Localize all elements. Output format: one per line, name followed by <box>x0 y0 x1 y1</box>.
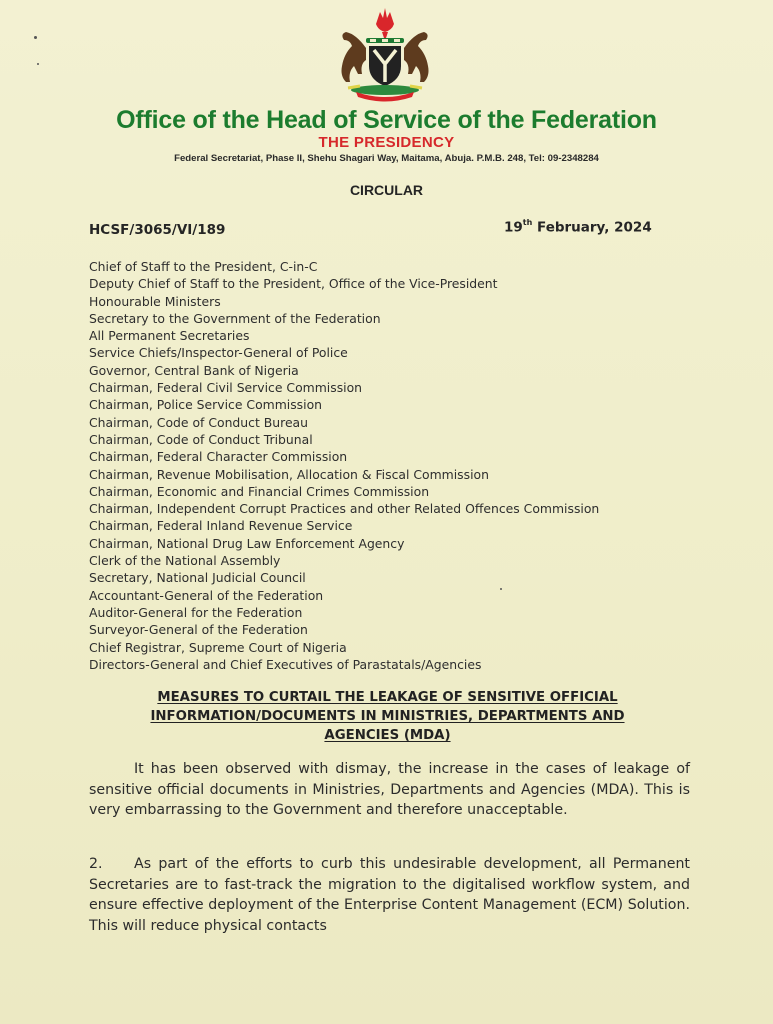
office-address: Federal Secretariat, Phase II, Shehu Shagari Way, Maitama, Abuja. P.M.B. 248, Tel: 09-2348284 <box>174 153 599 164</box>
paragraph-1-text: It has been observed with dismay, the increase in the cases of leakage of sensitive official documents in Ministries, Departments and Agencies (MDA). This is very embarrassing to the Government and therefore unacceptable. <box>89 761 690 818</box>
subject-line-2: INFORMATION/DOCUMENTS IN MINISTRIES, DEPARTMENTS AND <box>150 709 625 724</box>
addressee-item: Chairman, National Drug Law Enforcement Agency <box>89 535 405 551</box>
paragraph-2-number: 2. <box>89 856 103 872</box>
scan-speck <box>37 63 39 65</box>
document-type-heading: CIRCULAR <box>349 182 424 198</box>
addressee-item: Chairman, Independent Corrupt Practices and other Related Offences Commission <box>89 501 600 517</box>
addressee-item: Secretary, National Judicial Council <box>89 570 306 586</box>
addressee-item: Chairman, Federal Civil Service Commission <box>89 380 363 396</box>
addressee-item: Honourable Ministers <box>89 293 221 309</box>
addressee-item: Chairman, Economic and Financial Crimes Commission <box>89 483 430 499</box>
circular-date <box>504 219 652 236</box>
subject-line-3: AGENCIES (MDA) <box>324 728 451 743</box>
addressee-item: Chief of Staff to the President, C-in-C <box>89 259 318 274</box>
addressee-item: Chief Registrar, Supreme Court of Nigeria <box>89 639 347 655</box>
scan-speck <box>34 36 37 39</box>
office-title: Office of the Head of Service of the Federation <box>116 106 657 134</box>
addressee-list <box>89 258 729 673</box>
paragraph-2 <box>89 854 690 936</box>
subject-line-1: MEASURES TO CURTAIL THE LEAKAGE OF SENSITIVE OFFICIAL <box>157 690 618 705</box>
reference-number: HCSF/3065/VI/189 <box>89 222 226 238</box>
addressee-item: Accountant-General of the Federation <box>89 587 324 603</box>
date-day-suffix: th <box>522 218 533 227</box>
paragraph-2-text: As part of the efforts to curb this undesirable development, all Permanent Secretaries are to fast-track the migration to the digitalised workflow system, and ensure effective deployment of the Enterprise Content Management (ECM) Solution. This will reduce physical contacts <box>89 856 690 934</box>
addressee-item: Chairman, Revenue Mobilisation, Allocation & Fiscal Commission <box>89 466 489 482</box>
date-month-year: February, 2024 <box>532 219 652 236</box>
addressee-item: Chairman, Federal Character Commission <box>89 449 348 465</box>
addressee-item: Chairman, Federal Inland Revenue Service <box>89 518 353 534</box>
addressee-item: All Permanent Secretaries <box>89 328 250 344</box>
paragraph-1 <box>89 759 690 821</box>
addressee-item: Service Chiefs/Inspector-General of Police <box>89 345 348 361</box>
addressee-item: Deputy Chief of Staff to the President, Office of the Vice-President <box>89 276 498 292</box>
nigeria-coat-of-arms-icon <box>326 4 444 104</box>
addressee-item: Directors-General and Chief Executives of Parastatals/Agencies <box>89 656 482 672</box>
subject-heading <box>90 688 685 745</box>
date-day: 19 <box>504 219 523 236</box>
addressee-item: Chairman, Police Service Commission <box>89 397 323 413</box>
scan-speck <box>500 588 502 590</box>
addressee-item: Surveyor-General of the Federation <box>89 622 308 638</box>
presidency-subtitle: THE PRESIDENCY <box>318 134 455 151</box>
addressee-item: Secretary to the Government of the Federation <box>89 310 381 326</box>
addressee-item: Chairman, Code of Conduct Bureau <box>89 414 309 430</box>
addressee-item: Chairman, Code of Conduct Tribunal <box>89 431 313 447</box>
addressee-item: Clerk of the National Assembly <box>89 553 281 569</box>
addressee-item: Auditor-General for the Federation <box>89 604 303 620</box>
addressee-item: Governor, Central Bank of Nigeria <box>89 362 299 378</box>
